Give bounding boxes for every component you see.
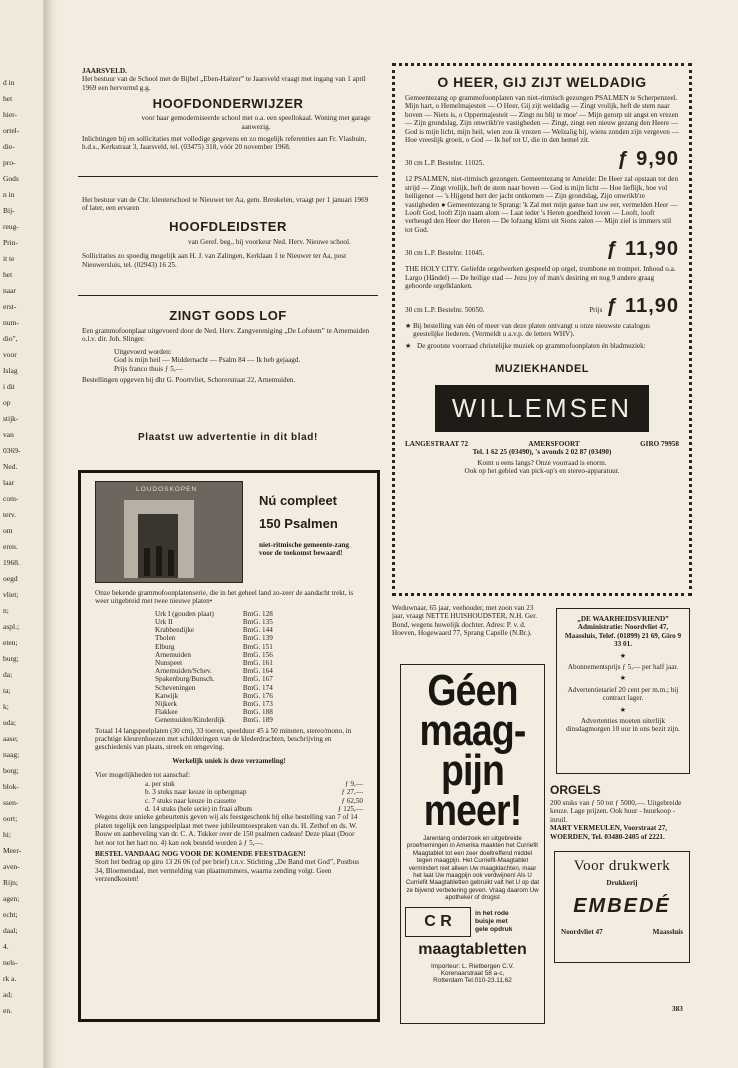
note2: De grootste voorraad christelijke muziek op grammofoonplaten én bladmuziek: <box>417 342 646 351</box>
record-code: BmG. 135 <box>242 618 273 627</box>
heer-desc: Mijn hart, o Hemelmajesteit — O Heer, Gij zijt weldadig — Zingt vrolijk, heft de stem naar boven — Niets is, o Oppermajesteit — Zingt nu blij te moe' — Mijn gerorp uit angst en vrezen — Zijn grondslag, Zijn onwrikb're vastigheden — Zingt, zingt een nieuw gezang den Heere — God is mijn licht, mijn heil, wien zou ik vrezen — Welzalig hij, wiens zonden zijn vergeven — Hoe vreeslijk groeit, o God — Ik hef tot U, die in den hemel zit. <box>405 102 679 145</box>
record-row <box>155 610 291 618</box>
option-row <box>145 797 363 805</box>
ad-info: Inlichtingen bij en sollicitaties met volledige gegevens en zo mogelijk referenties aan Fr. Vlasbuin, h.d.s., Kerkstraat 3, Jaarsveld, tel. (03475) 318, vóór 20 november 1968. <box>82 135 367 152</box>
margin-fragment: rk a. <box>3 974 17 983</box>
druk-sub: Drukkerij <box>606 879 638 887</box>
margin-fragment: Islag <box>3 366 18 375</box>
star-icon: ★ <box>619 651 627 660</box>
record-name: Scheveningen <box>155 683 196 692</box>
jubilee-text: Wegens deze unieke gebeurtenis geven wij als feestgeschenk bij elke bestelling van 7 of 14 platen tegelijk een langspeelplaat met twee jubileumtoespraken van ds. H. Zethof en ds. W. Bouw en aanbeveling van dr. C. A. Tukker over de 150 psalmen cadeau! Deze plaat (Door het oor tot het hart no. 4) kan ook besteld worden à ƒ 5,—. <box>95 813 358 847</box>
option-label: c. 7 stuks naar keuze in cassette <box>145 796 237 805</box>
record-name: Genemuiden/Kinderdijk <box>155 716 225 725</box>
margin-fragment: com- <box>3 494 19 503</box>
margin-fragment: pro- <box>3 158 16 167</box>
shop-pickup: Ook op het gebied van pick-up's en stereo-apparatuur. <box>464 466 620 475</box>
option-label: b. 3 stuks naar keuze in opbergmap <box>145 788 247 797</box>
record-row <box>155 626 291 634</box>
maag-line3: pijn <box>440 746 505 795</box>
record-code: BmG. 176 <box>242 691 273 700</box>
option-row <box>145 788 363 796</box>
maag-line1: Géen <box>427 666 518 715</box>
shop-name: WILLEMSEN <box>451 392 633 423</box>
margin-fragment: i dit <box>3 382 15 391</box>
shop-visit: Komt u eens langs? Onze voorraad is enorm. <box>477 458 607 467</box>
record-row <box>155 684 291 692</box>
ad-maagtabletten <box>400 664 545 1024</box>
record-name: Tholen <box>155 634 176 643</box>
addr-right: GIRO 79958 <box>640 439 679 448</box>
record-code: BmG. 164 <box>242 667 273 676</box>
record-code: BmG. 139 <box>242 634 273 643</box>
item3-price: ƒ 11,90 <box>606 294 679 317</box>
margin-fragment: stijk- <box>3 414 19 423</box>
margin-fragment: Bij- <box>3 206 15 215</box>
margin-fragment: ortel- <box>3 126 20 135</box>
wv-deadline: Advertenties moeten uiterlijk dinsdagmorgen 10 uur in ons bezit zijn. <box>566 717 680 734</box>
ad-psalmen <box>78 470 380 1022</box>
record-name: Nunspeet <box>155 659 183 668</box>
item2-price: ƒ 11,90 <box>606 238 679 261</box>
margin-fragment: num- <box>3 318 19 327</box>
margin-fragment: Gods <box>3 174 19 183</box>
record-row <box>155 716 291 724</box>
weduwnaar-text: Weduwnaar, 65 jaar, veehouder, met zoon van 23 jaar, vraagt NETTE HUISHOUDSTER, N.H. Ger. Bond, wegens huwelijk dochter. Adres: P. v. d. Hoeven, Hogewaard 77, Sprang Capelle (N.Br.). <box>392 604 538 638</box>
record-row <box>155 634 291 642</box>
ad-offer: voor haar gemoderniseerde school met o.a. een speellokaal. Woning met garage aanwezig. <box>141 114 371 131</box>
record-code: BmG. 188 <box>242 708 273 717</box>
margin-fragment: erst- <box>3 302 17 311</box>
option-price: ƒ 27,— <box>341 788 363 797</box>
record-row <box>155 651 291 659</box>
record-name: Elburg <box>155 642 175 651</box>
margin-fragment: hi; <box>3 830 11 839</box>
orgels-text: 200 stuks van ƒ 50 tot ƒ 5000,—. Uitgebreide keuze. Lage prijzen. Ook huur - huurkoop - inruil. <box>550 799 682 824</box>
margin-fragment: oort; <box>3 814 18 823</box>
addr-left: LANGESTRAAT 72 <box>405 439 469 448</box>
ad-info: Sollicitaties zo spoedig mogelijk aan H. J. van Zalingen, Kerklaan 1 te Nieuwer ter Aa, post Nieuwersluis, tel. (02943) 16 25. <box>82 252 347 269</box>
ad-offer: van Geref. beg., bij voorkeur Ned. Herv. Nieuwe school. <box>188 237 351 246</box>
margin-fragment: aspl.; <box>3 622 20 631</box>
maag-logo: C R <box>405 907 471 937</box>
record-name: Nijkerk <box>155 700 177 709</box>
psalmen-text: 12 PSALMEN, niet-ritmisch gezongen. Gemeentezang te Ameide: De Heer zal opstaan tot den strijd — Zingt vrolijk, heft de stem naar boven — God is mijn licht — Hoe lieflijk, hoe vol heiligenot — 's Hijgend hert der jacht ontkomen — Zijn grondslag, Zijn onwrikb're vastigheden ● Gemeentezang te Sprang: 'k Zal met mijn ganse hart uw eer, vermelden Heer — Looft God, looft Zijn naam alom — Laat ieder 's Heren goedheid loven — Looft, looft verheugd den Heer der Heren — De lofzang klimt uit Sions zalen — Mijn ziel is immers stil tot God. <box>405 175 679 234</box>
margin-fragment: hier- <box>3 110 18 119</box>
record-code: BmG. 174 <box>242 683 273 692</box>
margin-fragment: agen; <box>3 894 20 903</box>
margin-fragment: n; <box>3 606 9 615</box>
record-row <box>155 708 291 716</box>
margin-fragment: nels- <box>3 958 18 967</box>
margin-fragment: blok- <box>3 782 19 791</box>
item2-label: 30 cm L.P. Bestelnr. 11045. <box>405 249 485 258</box>
shop-tel: Tel. 1 62 25 (03490), 's avonds 2 02 87 (03490) <box>472 448 612 457</box>
record-row <box>155 618 291 626</box>
margin-fragment: van <box>3 430 14 439</box>
option-label: a. per stuk <box>145 779 175 788</box>
ad-intro: Het bestuur van de School met de Bijbel „Eben-Haëzer” te Jaarsveld vraagt met ingang van 1 april 1969 een hervormd g.g. <box>82 75 366 92</box>
record-code: BmG. 161 <box>242 659 273 668</box>
plaatst-banner: Plaatst uw advertentie in dit blad! <box>138 432 318 443</box>
record-name: Arnemuiden <box>155 650 191 659</box>
druk-title: Voor drukwerk <box>573 858 671 874</box>
margin-fragment: eten; <box>3 638 18 647</box>
record-name: Spakenburg/Bunsch. <box>155 675 215 684</box>
record-code: BmG. 151 <box>242 642 273 651</box>
ad-intro: Een grammofoonplaat uitgevoerd door de Ned. Herv. Zangvereniging „De Lofstem” te Arnemuiden o.l.v. dir. Joh. Slinger. <box>82 327 370 344</box>
margin-fragment: Rijn; <box>3 878 19 887</box>
margin-fragment: echt; <box>3 910 18 919</box>
margin-fragment: aven- <box>3 862 20 871</box>
headline-compleet: Nú compleet <box>259 493 338 508</box>
record-row <box>155 675 291 683</box>
record-row <box>155 643 291 651</box>
margin-fragment: vliet; <box>3 590 19 599</box>
unique-line: Werkelijk uniek is deze verzameling! <box>172 756 286 765</box>
margin-fragment: laar <box>3 478 15 487</box>
maag-importer: Importeur: L. Rietbergen C.V. <box>431 962 514 970</box>
headline-150: 150 Psalmen <box>259 516 338 531</box>
options-list <box>145 780 363 814</box>
maag-city: Rotterdam Tel.010-23.11,62 <box>433 976 512 984</box>
photo-caption: LOUDOSKOPEN <box>136 486 198 493</box>
note1: Bij bestelling van één of meer van deze platen ontvangt u onze nieuwste catalogus geestelijke liederen. (Vermeldt u a.v.p. de letters WHV). <box>412 321 650 338</box>
item3-label: 30 cm L.P. Bestelnr. 50050. <box>405 305 485 314</box>
badge-line3: gele opdruk <box>475 925 513 933</box>
ad-weduwnaar <box>392 604 542 660</box>
option-price: ƒ 62,50 <box>341 796 363 805</box>
record-code: BmG. 128 <box>242 609 273 618</box>
ad-intro: Het bestuur van de Chr. kleuterschool te Nieuwer ter Aa, gem. Breukelen, vraagt per 1 januari 1969 of later, een ervaren <box>82 196 369 213</box>
church-photo <box>95 481 243 583</box>
margin-fragment: it te <box>3 254 15 263</box>
maag-line2: maag- <box>419 706 526 755</box>
margin-fragment: het <box>3 94 13 103</box>
record-code: BmG. 156 <box>242 650 273 659</box>
option-label: d. 14 stuks (hele serie) in fraai album <box>145 804 252 813</box>
ad-order: Bestellingen opgeven bij dhr G. Poortvliet, Schorerstraat 22, Arnemuiden. <box>82 376 296 385</box>
margin-fragment: Ned. <box>3 462 18 471</box>
margin-fragment: ad; <box>3 990 13 999</box>
ad-title: HOOFDLEIDSTER <box>169 218 287 234</box>
margin-fragment: dio", <box>3 334 18 343</box>
star-icon: ★ <box>405 342 412 351</box>
maag-brand: maagtabletten <box>418 940 527 958</box>
margin-fragment: voor <box>3 350 17 359</box>
shop-banner <box>435 385 649 432</box>
margin-fragment: het <box>3 270 13 279</box>
item1-price: ƒ 9,90 <box>617 148 679 171</box>
margin-fragment: 1968. <box>3 558 20 567</box>
star-icon: ★ <box>405 321 412 330</box>
ad-jaarsveld <box>78 65 378 177</box>
ad-waarheidsvriend <box>556 608 690 774</box>
margin-fragment: d in <box>3 78 15 87</box>
margin-fragment: borg; <box>3 766 19 775</box>
star-icon: ★ <box>619 705 627 714</box>
margin-fragment: aase; <box>3 734 18 743</box>
wv-ad-price: Advertentietarief 20 cent per m.m.; bij contract lager. <box>567 685 679 703</box>
margin-fragment: ssen- <box>3 798 19 807</box>
record-code: BmG. 167 <box>242 675 273 684</box>
margin-fragment: naar <box>3 286 16 295</box>
margin-fragment: oegd <box>3 574 18 583</box>
records-table <box>155 610 291 725</box>
record-code: BmG. 144 <box>242 626 273 635</box>
margin-fragment: eren. <box>3 542 18 551</box>
sung-items: God is mijn heil — Middernacht — Psalm 84 — Ik heb gejaagd. <box>114 356 301 365</box>
ad-title: HOOFDONDERWIJZER <box>152 96 304 112</box>
druk-addr: Noordvliet 47 <box>561 928 603 937</box>
ad-o-heer <box>392 63 692 596</box>
psalmen-intro: Onze bekende grammofoonplatenserie, die in het geheel land zo-zeer de aandacht trekt, is weer uitgebreid met twee nieuwe platen• <box>95 589 354 606</box>
record-name: Krabbendijke <box>155 626 195 635</box>
margin-fragment: op <box>3 398 11 407</box>
record-code: BmG. 173 <box>242 700 273 709</box>
ad-title: O HEER, GIJ ZIJT WELDADIG <box>437 74 647 90</box>
ad-title: ZINGT GODS LOF <box>169 308 287 323</box>
margin-fragment: 0369- <box>3 446 21 455</box>
margin-fragment: daal; <box>3 926 18 935</box>
item3-prefix: Prijs <box>589 305 603 314</box>
badge-line2: buisje met <box>475 917 508 925</box>
record-name: Katwijk <box>155 691 179 700</box>
item1-label: 30 cm L.P. Bestelnr. 11025. <box>405 159 485 168</box>
margin-fragment: burg; <box>3 654 19 663</box>
previous-page-margin <box>0 0 44 1068</box>
maag-address: Korenaarstraat 58 a-c, <box>440 969 505 977</box>
margin-fragment: Prin- <box>3 238 18 247</box>
maag-text: Jarenlang onderzoek en uitgebreide proefnemingen in Amerika maakten het Curriefit Maagtablet tot een zeer doeltreffend middel tegen maagpijn. Het Curriefit-Maagtablet vermindert niet alleen Uw maagklachten, maar het laat Uw maagpijn ook verdwijnen! Als U Curriefit Maagtabletten gebruikt valt het U op dat ze bijvend verbetering geven. Vraag daarom Uw apotheker of drogist <box>405 835 540 902</box>
margin-fragment: k; <box>3 702 9 711</box>
page-number: 383 <box>672 1005 683 1013</box>
ad-drukwerk <box>554 851 690 963</box>
badge-line1: in het rode <box>475 909 509 917</box>
record-row <box>155 659 291 667</box>
margin-fragment: die- <box>3 142 15 151</box>
record-name: Urk II <box>155 618 173 627</box>
page-gutter <box>44 0 58 1068</box>
margin-fragment: om <box>3 526 13 535</box>
margin-fragment: terv. <box>3 510 17 519</box>
margin-fragment: Meer- <box>3 846 22 855</box>
addr-mid: AMERSFOORT <box>528 439 580 448</box>
holy-text: THE HOLY CITY. Geliefde orgelwerken gespeeld op orgel, trombone en trompet. Inhoud o.a. Largo (Händel) — De heilige stad — Jezu joy of man's desiring en nog 9 andere graag gehoorde orgelklanken. <box>405 265 676 291</box>
margin-fragment: reug- <box>3 222 19 231</box>
option-row <box>145 780 363 788</box>
shop-label: MUZIEKHANDEL <box>495 362 589 375</box>
option-price: ƒ 125,— <box>337 804 363 813</box>
options-label: Vier mogelijkheden tot aanschaf: <box>95 771 191 780</box>
druk-city: Maassluis <box>652 928 683 937</box>
star-icon: ★ <box>619 674 627 683</box>
record-row <box>155 700 291 708</box>
wv-sub: Abonnementsprijs ƒ 5,— per half jaar. <box>567 663 679 672</box>
orgels-contact: MART VERMEULEN, Voorstraat 27, WOERDEN, Tel. 03480-2405 of 2221. <box>550 824 668 841</box>
order-head: BESTEL VANDAAG NOG VOOR DE KOMENDE FEESTDAGEN! <box>95 849 306 858</box>
ad-place: JAARSVELD. <box>82 67 127 75</box>
record-row <box>155 692 291 700</box>
record-name: Urk I (gouden plaat) <box>155 609 214 618</box>
ad-orgels <box>550 783 690 845</box>
margin-fragment: ta; <box>3 686 11 695</box>
record-name: Flakkee <box>155 708 178 717</box>
margin-fragment: 4. <box>3 942 9 951</box>
wv-name: „DE WAARHEIDSVRIEND” <box>577 615 669 623</box>
record-name: Arnemuiden/Schev. <box>155 667 212 676</box>
subtitle: niet-ritmische gemeente-zang voor de toekomst bewaard! <box>259 541 350 558</box>
margin-fragment: naag; <box>3 750 20 759</box>
sung-label: Uitgevoerd worden: <box>114 347 172 356</box>
option-price: ƒ 9,— <box>345 779 363 788</box>
druk-brand: EMBEDÉ <box>573 895 671 918</box>
option-row <box>145 805 363 813</box>
psalmen-total: Totaal 14 langspeelplaten (30 cm), 33 toeren, speelduur 45 à 50 minuten, stereo/mono, in prachtige kleurenhoezen met schilderingen van de klederdrachten, beschrijving en geschiedenis van plaats, streek en omgeving. <box>95 726 352 752</box>
orgels-title: ORGELS <box>550 783 601 797</box>
ad-price: Prijs franco thuis ƒ 5,— <box>114 364 183 373</box>
margin-fragment: uda; <box>3 718 16 727</box>
margin-fragment: da; <box>3 670 13 679</box>
ad-zingt-gods-lof <box>78 306 378 406</box>
margin-fragment: n in <box>3 190 15 199</box>
maag-line4: meer! <box>423 786 522 835</box>
order-text: Stort het bedrag op giro 13 26 06 (of per brief) t.n.v. Stichting „De Band met God”, Postbus 34, Bloemendaal, met vermelding van plaatnummers, waarna zending volgt. Geen verzendkosten! <box>95 858 360 884</box>
margin-fragment: en. <box>3 1006 12 1015</box>
record-row <box>155 667 291 675</box>
record-code: BmG. 189 <box>242 716 273 725</box>
ad-nieuwer-ter-aa <box>78 194 378 296</box>
wv-admin: Administratie: Noordvliet 47, Maassluis, Telef. (01899) 21 69, Giro 9 33 01. <box>564 623 682 649</box>
heer-intro: Gemeentezang op grammofoonplaten van niet-ritmisch gezongen PSALMEN te Scherpenzeel. <box>405 94 678 102</box>
